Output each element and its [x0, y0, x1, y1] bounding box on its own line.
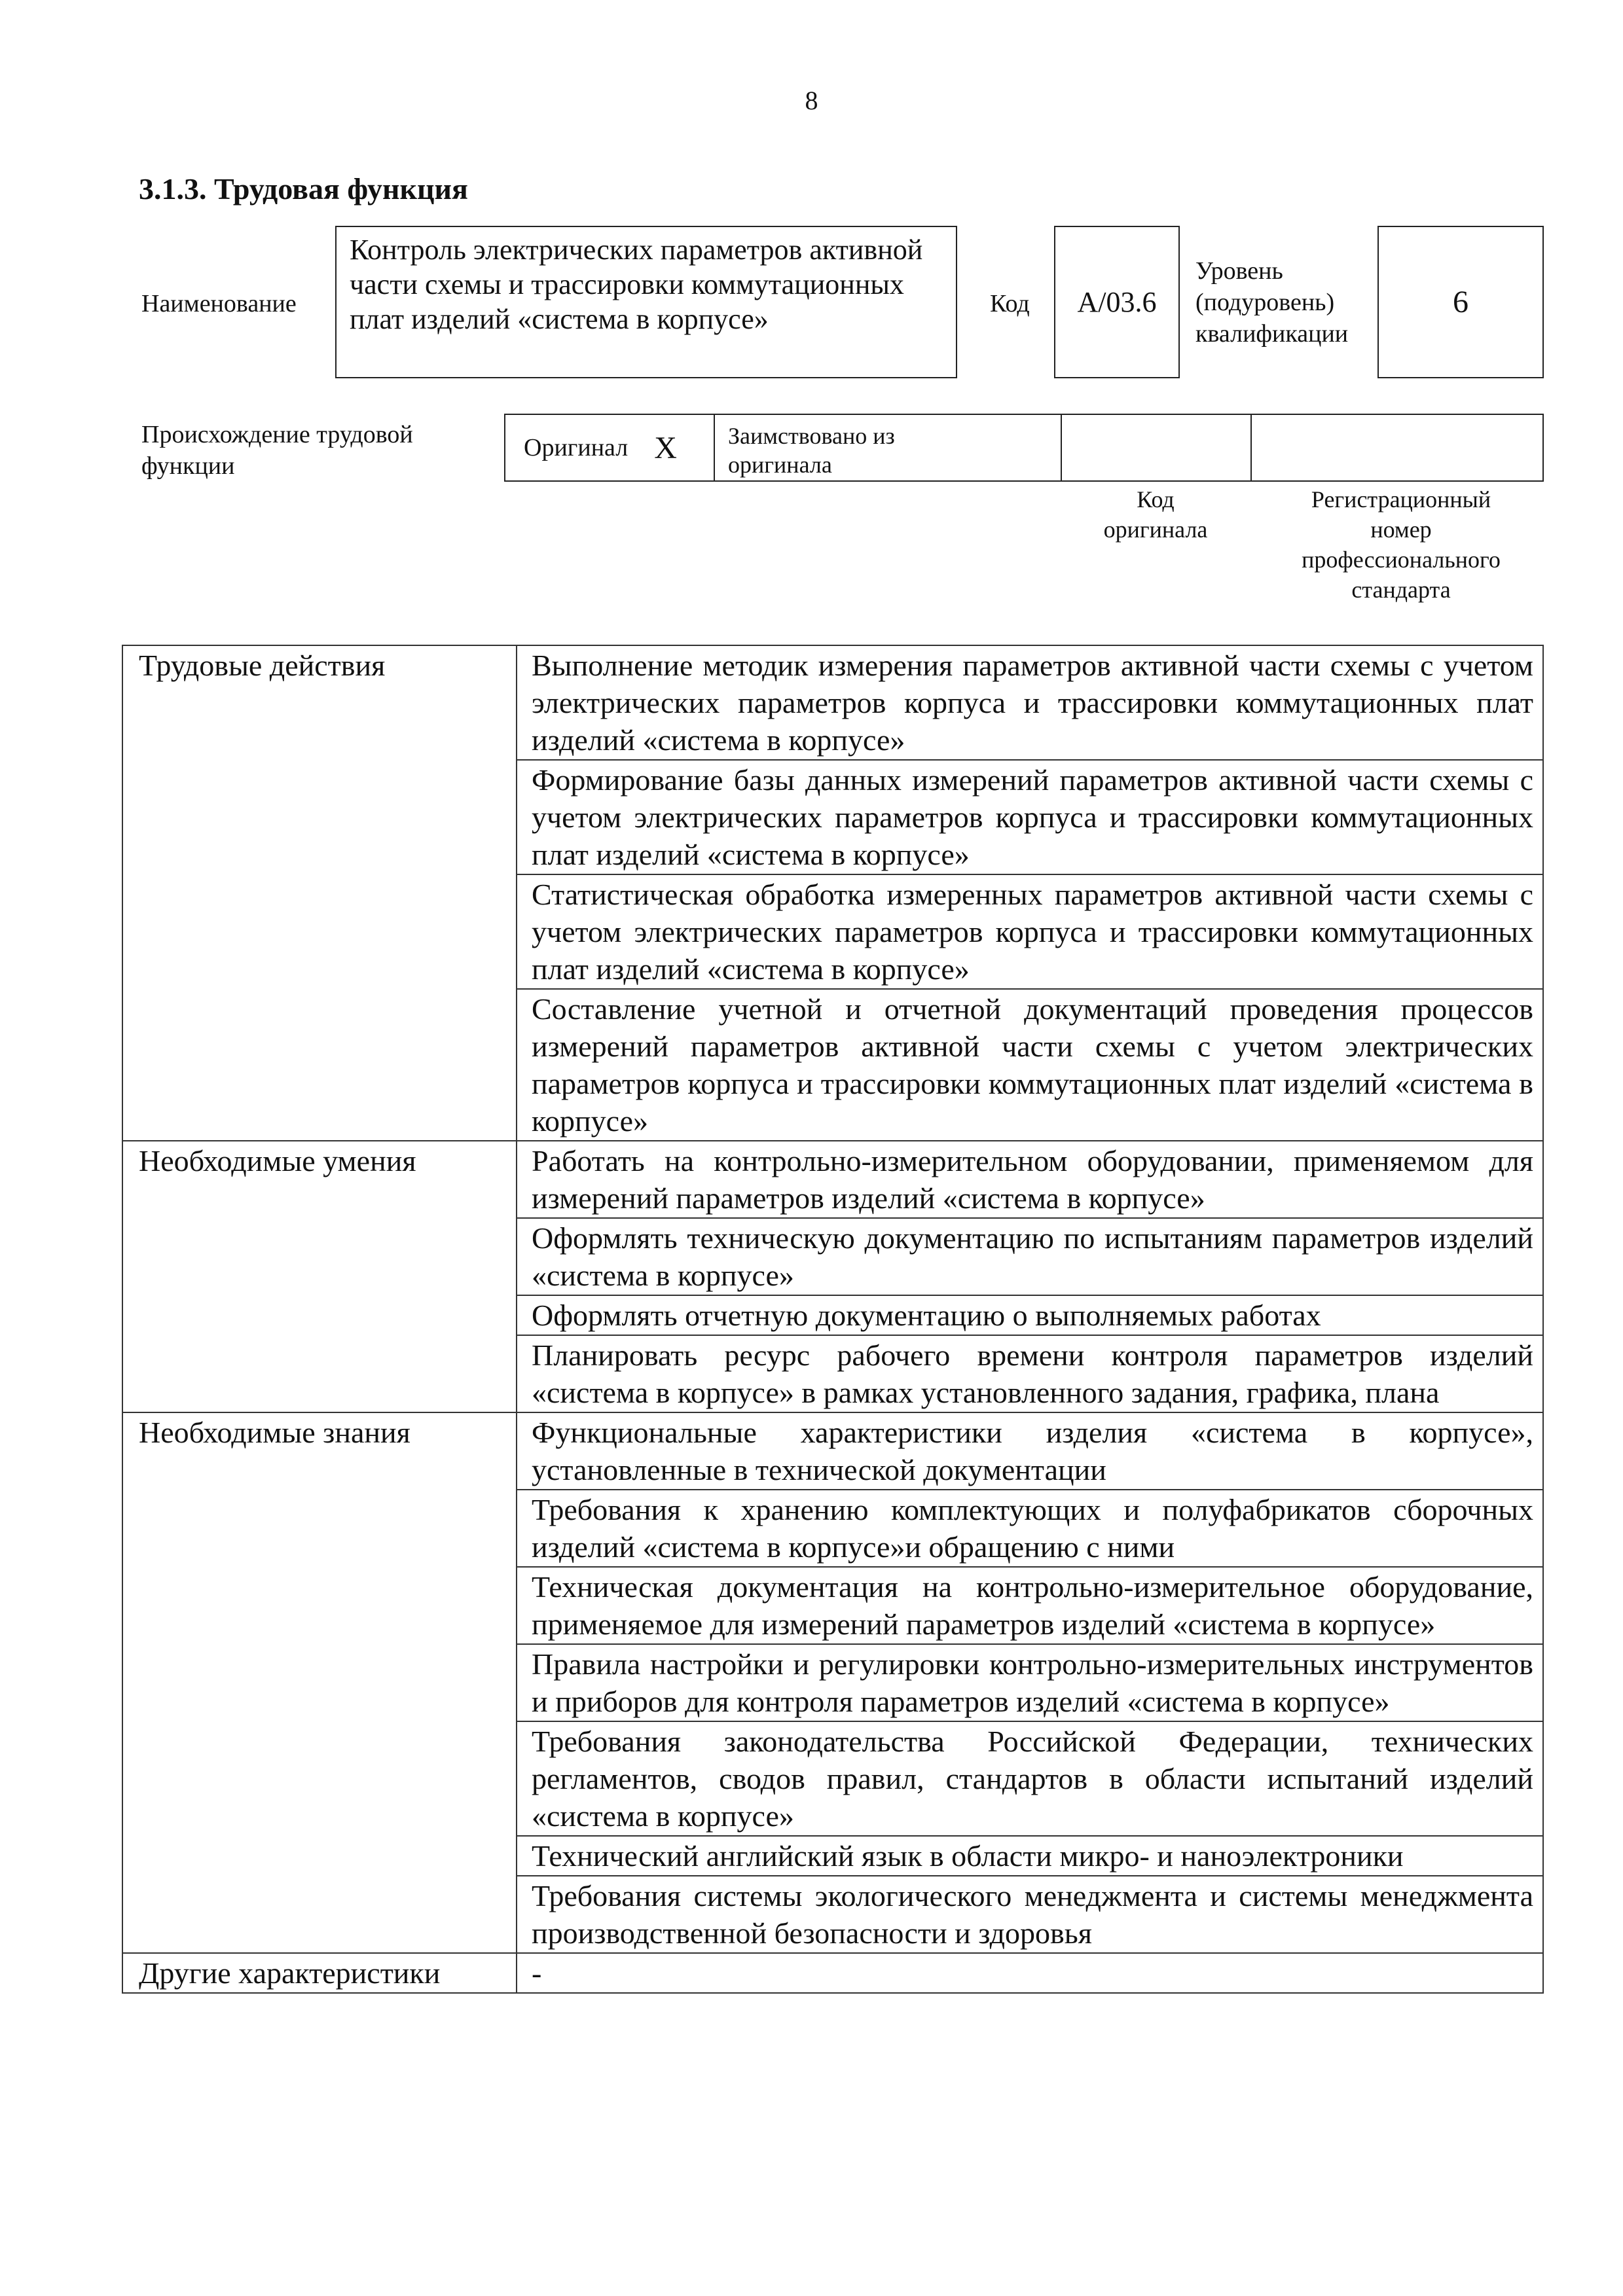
action-item: Формирование базы данных измерений параметров активной части схемы с учетом электрических параметров корпуса и трассировки коммутационных плат изделий «система в корпусе»	[517, 760, 1543, 874]
name-label: Наименование	[141, 290, 297, 317]
knowledge-item: Требования к хранению комплектующих и полуфабрикатов сборочных изделий «система в корпусе»и обращению с ними	[517, 1490, 1543, 1567]
skill-item: Планировать ресурс рабочего времени контроля параметров изделий «система в корпусе» в рамках установленного задания, графика, плана	[517, 1335, 1543, 1412]
other-value: -	[517, 1953, 1543, 1993]
action-item: Статистическая обработка измеренных параметров активной части схемы с учетом электрических параметров корпуса и трассировки коммутационных плат изделий «система в корпусе»	[517, 874, 1543, 989]
borrowed-label-line-1: Заимствовано из	[728, 423, 895, 449]
code-value: А/03.6	[1054, 226, 1180, 378]
reg-line-1: Регистрационный	[1311, 486, 1491, 512]
page-number: 8	[805, 86, 818, 115]
reg-line-2: номер	[1370, 516, 1432, 543]
borrowed-label-line-2: оригинала	[728, 452, 832, 478]
origin-label-line-2: функции	[141, 452, 235, 480]
code-original-caption	[1061, 484, 1250, 545]
other-label: Другие характеристики	[122, 1953, 517, 1993]
code-original-line-1: Код	[1137, 486, 1175, 512]
origin-code-cell	[1062, 415, 1252, 480]
origin-reg-number-cell	[1252, 415, 1542, 480]
original-mark: X	[654, 430, 677, 465]
level-label-line-3: квалификации	[1195, 320, 1349, 348]
table-row	[122, 1412, 1543, 1490]
actions-label: Трудовые действия	[122, 645, 517, 1141]
table-row	[122, 645, 1543, 760]
section-title: 3.1.3. Трудовая функция	[139, 172, 468, 206]
action-item: Выполнение методик измерения параметров активной части схемы с учетом электрических параметров корпуса и трассировки коммутационных плат изделий «система в корпусе»	[517, 645, 1543, 760]
name-value: Контроль электрических параметров активной части схемы и трассировки коммутационных плат изделий «система в корпусе»	[335, 226, 957, 378]
knowledge-item: Функциональные характеристики изделия «система в корпусе», установленные в технической документации	[517, 1412, 1543, 1490]
origin-borrowed-cell	[715, 415, 1062, 480]
original-label: Оригинал	[524, 434, 629, 461]
skill-item: Оформлять отчетную документацию о выполняемых работах	[517, 1295, 1543, 1335]
level-value: 6	[1377, 226, 1544, 378]
level-label-line-2: (подуровень)	[1195, 289, 1335, 316]
reg-line-3: профессионального	[1302, 547, 1501, 573]
skill-item: Работать на контрольно-измерительном оборудовании, применяемом для измерений параметров изделий «система в корпусе»	[517, 1141, 1543, 1218]
reg-number-caption	[1257, 484, 1545, 605]
origin-original-cell	[505, 415, 715, 480]
knowledge-item: Техническая документация на контрольно-измерительное оборудование, применяемое для измерений параметров изделий «система в корпусе»	[517, 1567, 1543, 1644]
code-original-line-2: оригинала	[1103, 516, 1208, 543]
origin-label	[141, 419, 413, 482]
table-row	[122, 1953, 1543, 1993]
knowledge-item: Требования системы экологического менеджмента и системы менеджмента производственной безопасности и здоровья	[517, 1876, 1543, 1953]
level-label-line-1: Уровень	[1195, 257, 1283, 285]
knowledge-item: Технический английский язык в области микро- и наноэлектроники	[517, 1836, 1543, 1876]
table-row	[122, 1141, 1543, 1218]
knowledge-item: Требования законодательства Российской Федерации, технических регламентов, сводов правил, стандартов в области испытаний изделий «система в корпусе»	[517, 1721, 1543, 1836]
knowledge-label: Необходимые знания	[122, 1412, 517, 1953]
reg-line-4: стандарта	[1351, 577, 1451, 603]
origin-table	[504, 414, 1544, 482]
level-label	[1195, 255, 1348, 350]
knowledge-item: Правила настройки и регулировки контрольно-измерительных инструментов и приборов для контроля параметров изделий «система в корпусе»	[517, 1644, 1543, 1721]
origin-label-line-1: Происхождение трудовой	[141, 421, 413, 448]
skills-label: Необходимые умения	[122, 1141, 517, 1412]
skill-item: Оформлять техническую документацию по испытаниям параметров изделий «система в корпусе»	[517, 1218, 1543, 1295]
code-label: Код	[990, 290, 1030, 317]
function-details-table	[122, 645, 1544, 1994]
action-item: Составление учетной и отчетной документаций проведения процессов измерений параметров активной части схемы с учетом электрических параметров корпуса и трассировки коммутационных плат изделий «система в корпусе»	[517, 989, 1543, 1141]
